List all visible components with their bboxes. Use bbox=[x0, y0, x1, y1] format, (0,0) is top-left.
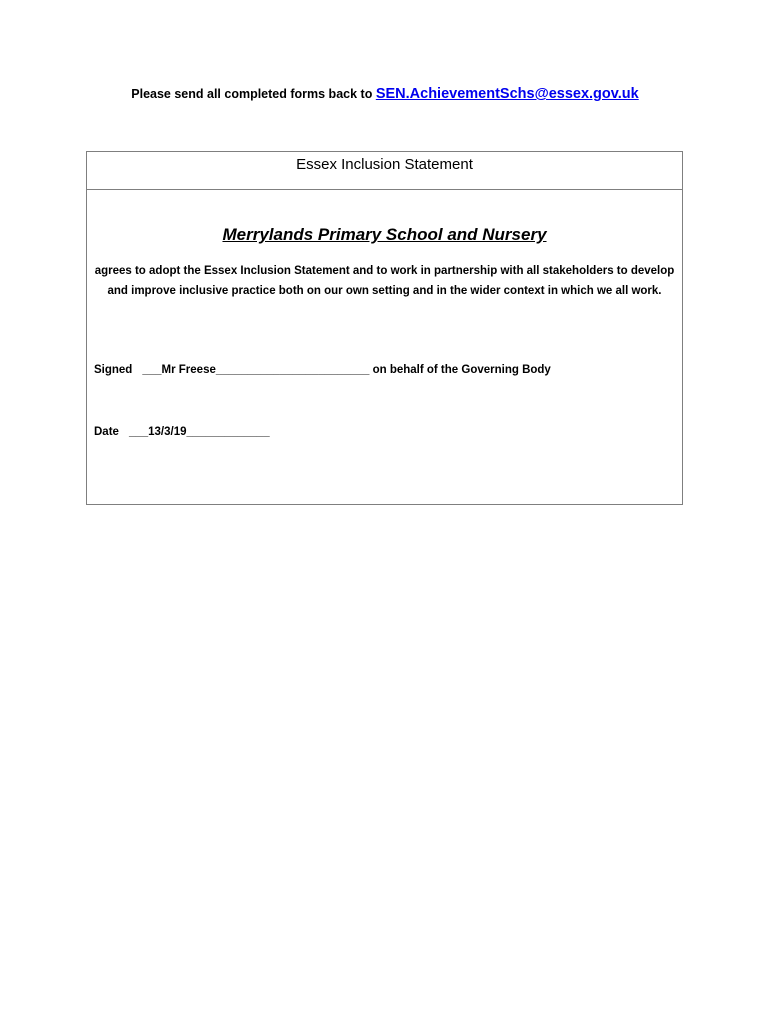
send-instructions bbox=[0, 86, 770, 102]
inclusion-statement-box bbox=[86, 151, 683, 505]
signature-line bbox=[94, 364, 551, 376]
date-line bbox=[94, 426, 270, 438]
statement-title: Essex Inclusion Statement bbox=[87, 152, 682, 190]
date-label: Date bbox=[94, 426, 119, 438]
email-link[interactable]: SEN.AchievementSchs@essex.gov.uk bbox=[375, 86, 639, 102]
date-value: ___13/3/19_____________ bbox=[128, 426, 270, 438]
send-instructions-text: Please send all completed forms back to bbox=[131, 87, 373, 101]
signed-suffix: on behalf of the Governing Body bbox=[372, 364, 551, 376]
signed-label: Signed bbox=[94, 364, 133, 376]
signed-value: ___Mr Freese________________________ bbox=[142, 364, 370, 376]
school-name: Merrylands Primary School and Nursery bbox=[222, 225, 547, 244]
statement-body: agrees to adopt the Essex Inclusion Statement and to work in partnership with all stakeholders to develop and improve inclusive practice both on our own setting and in the wider context in which we all work. bbox=[94, 265, 675, 297]
